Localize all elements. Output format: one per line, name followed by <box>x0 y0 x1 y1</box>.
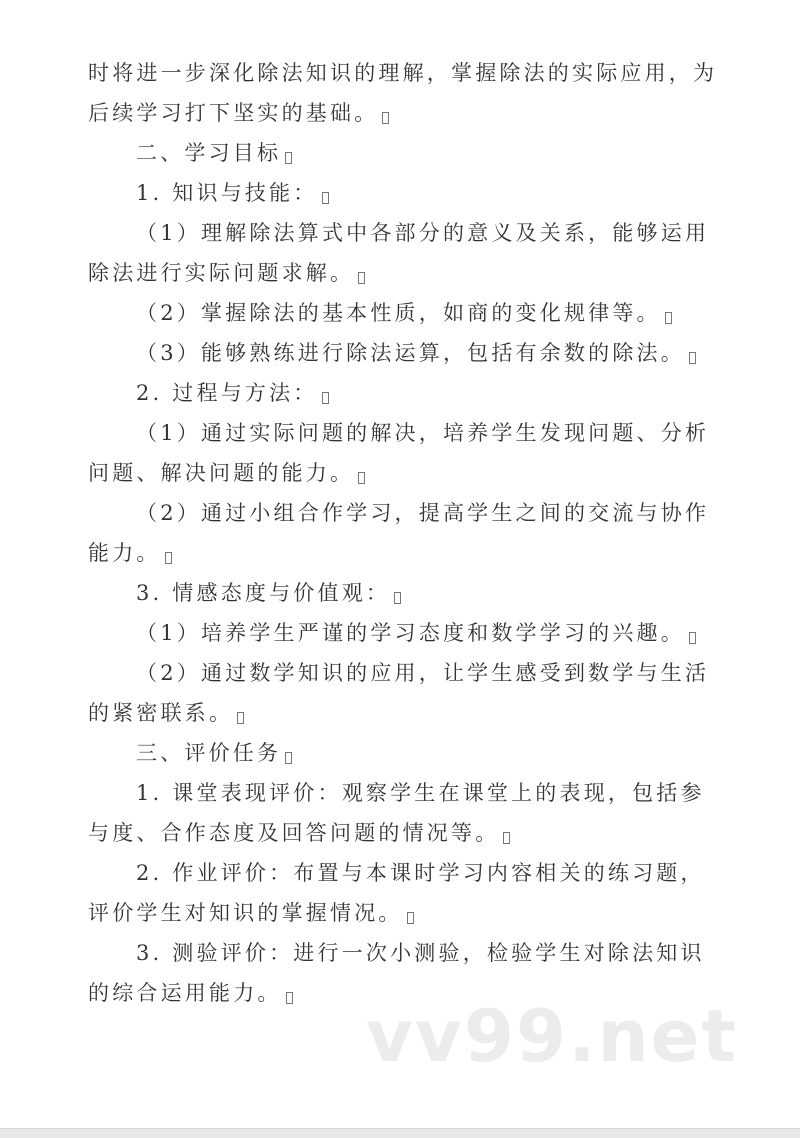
site-watermark: vv99.net <box>366 994 738 1078</box>
list-item-text: （3）能够熟练进行除法运算，包括有余数的除法。 <box>136 341 685 365</box>
paragraph-text: 时将进一步深化除法知识的理解，掌握除法的实际应用，为后续学习打下坚实的基础。 <box>88 61 718 125</box>
paragraph-mark-icon <box>237 712 244 724</box>
subheading-text: 2. 过程与方法： <box>136 381 318 405</box>
section-heading-evaluation-tasks <box>88 733 720 773</box>
paragraph-mark-icon <box>286 992 293 1004</box>
list-item-text: 1. 课堂表现评价：观察学生在课堂上的表现，包括参与度、合作态度及回答问题的情况等。 <box>88 781 705 845</box>
list-item <box>88 653 720 733</box>
paragraph-mark-icon <box>322 392 329 404</box>
subheading-text: 3. 情感态度与价值观： <box>136 581 391 605</box>
list-item-text: （2）通过小组合作学习，提高学生之间的交流与协作能力。 <box>88 501 710 565</box>
list-item <box>88 413 720 493</box>
subheading-knowledge-skills <box>88 173 720 213</box>
paragraph-mark-icon <box>358 472 365 484</box>
list-item-text: （2）通过数学知识的应用，让学生感受到数学与生活的紧密联系。 <box>88 661 710 725</box>
subheading-attitude-values <box>88 573 720 613</box>
section-heading-learning-goals <box>88 133 720 173</box>
list-item <box>88 333 720 373</box>
list-item-text: （1）理解除法算式中各部分的意义及关系，能够运用除法进行实际问题求解。 <box>88 221 710 285</box>
list-item-text: （2）掌握除法的基本性质，如商的变化规律等。 <box>136 301 661 325</box>
heading-text: 三、评价任务 <box>136 741 282 765</box>
paragraph-mark-icon <box>665 312 672 324</box>
list-item-text: 2. 作业评价：布置与本课时学习内容相关的练习题，评价学生对知识的掌握情况。 <box>88 861 705 925</box>
paragraph-mark-icon <box>285 152 292 164</box>
list-item <box>88 213 720 293</box>
document-body <box>88 53 720 1013</box>
list-item <box>88 493 720 573</box>
subheading-process-methods <box>88 373 720 413</box>
list-item <box>88 293 720 333</box>
paragraph-mark-icon <box>358 272 365 284</box>
paragraph-continuation <box>88 53 720 133</box>
list-item <box>88 853 720 933</box>
list-item <box>88 773 720 853</box>
paragraph-mark-icon <box>394 592 401 604</box>
heading-text: 二、学习目标 <box>136 141 282 165</box>
paragraph-mark-icon <box>382 112 389 124</box>
list-item-text: 3. 测验评价：进行一次小测验，检验学生对除法知识的综合运用能力。 <box>88 941 705 1005</box>
paragraph-mark-icon <box>689 632 696 644</box>
paragraph-mark-icon <box>503 832 510 844</box>
list-item <box>88 613 720 653</box>
paragraph-mark-icon <box>165 552 172 564</box>
paragraph-mark-icon <box>407 912 414 924</box>
paragraph-mark-icon <box>285 752 292 764</box>
list-item-text: （1）培养学生严谨的学习态度和数学学习的兴趣。 <box>136 621 685 645</box>
subheading-text: 1. 知识与技能： <box>136 181 318 205</box>
paragraph-mark-icon <box>689 352 696 364</box>
list-item-text: （1）通过实际问题的解决，培养学生发现问题、分析问题、解决问题的能力。 <box>88 421 710 485</box>
paragraph-mark-icon <box>322 192 329 204</box>
